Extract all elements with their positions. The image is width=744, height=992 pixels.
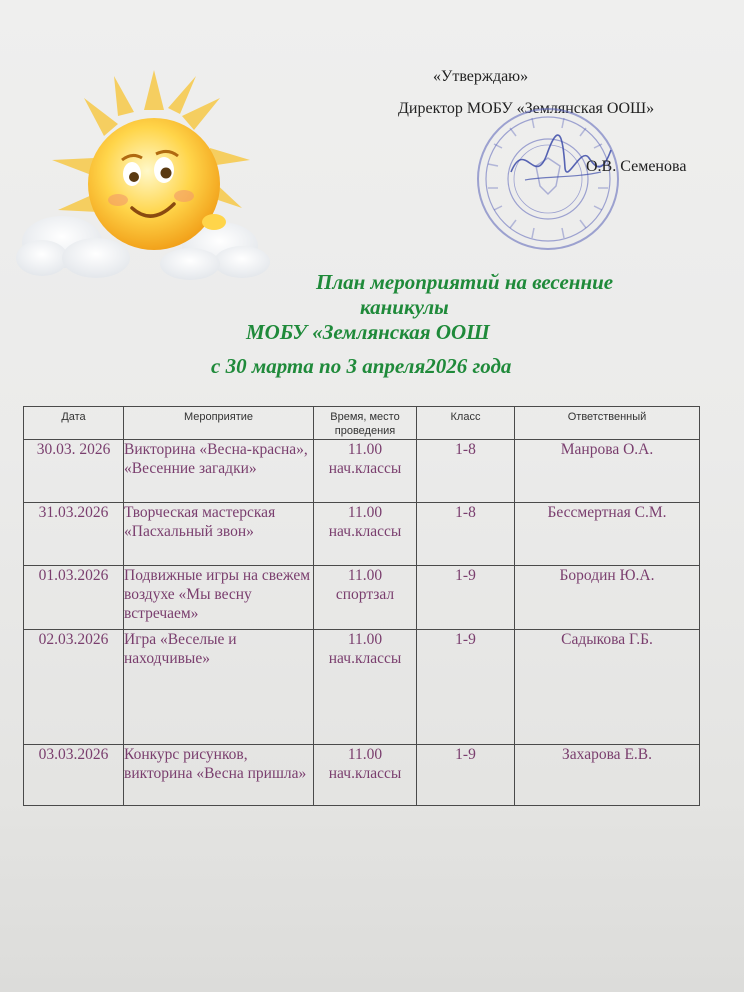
cell-event: Подвижные игры на свежем воздухе «Мы весну встречаем» [124, 566, 314, 630]
header-responsible: Ответственный [515, 407, 700, 440]
cell-date: 30.03. 2026 [24, 440, 124, 503]
cell-event: Викторина «Весна-красна», «Весенние загадки» [124, 440, 314, 503]
cell-date: 31.03.2026 [24, 503, 124, 566]
cell-place: нач.классы [328, 460, 402, 477]
cell-time: 11.00 [347, 504, 383, 521]
cell-class: 1-9 [417, 566, 515, 630]
cell-event: Конкурс рисунков, викторина «Весна пришла» [124, 745, 314, 806]
cell-time: 11.00 [347, 631, 383, 648]
title-line-1: План мероприятий на весенние [316, 270, 614, 294]
approval-director-name: О.В. Семенова [586, 158, 687, 175]
cell-class: 1-8 [417, 440, 515, 503]
cell-event: Творческая мастерская «Пасхальный звон» [124, 503, 314, 566]
cell-date: 01.03.2026 [24, 566, 124, 630]
events-table [23, 406, 700, 806]
table-row [24, 440, 700, 503]
header-date: Дата [24, 407, 124, 440]
cell-time-place [314, 440, 417, 503]
cell-class: 1-9 [417, 630, 515, 745]
cell-class: 1-9 [417, 745, 515, 806]
cell-responsible: Садыкова Г.Б. [515, 630, 700, 745]
table-row [24, 503, 700, 566]
cell-class: 1-8 [417, 503, 515, 566]
smiling-sun-icon [14, 62, 270, 284]
cell-date: 03.03.2026 [24, 745, 124, 806]
table-row [24, 566, 700, 630]
cell-place: нач.классы [328, 523, 402, 540]
header-time-place: Время, место проведения [314, 407, 417, 440]
table-header-row [24, 407, 700, 440]
approval-heading: «Утверждаю» [433, 68, 529, 85]
cell-time-place [314, 745, 417, 806]
cell-responsible: Захарова Е.В. [515, 745, 700, 806]
cell-place: спортзал [335, 586, 395, 603]
cell-time: 11.00 [347, 441, 383, 458]
header-event: Мероприятие [124, 407, 314, 440]
cell-time: 11.00 [347, 746, 383, 763]
cell-time-place [314, 566, 417, 630]
title-line-2: каникулы [360, 295, 449, 319]
table-row [24, 745, 700, 806]
cell-responsible: Бородин Ю.А. [515, 566, 700, 630]
approval-director-title: Директор МОБУ «Землянская ООШ» [398, 100, 655, 117]
cell-responsible: Манрова О.А. [515, 440, 700, 503]
table-row [24, 630, 700, 745]
cell-time-place [314, 503, 417, 566]
cell-place: нач.классы [328, 765, 402, 782]
cell-place: нач.классы [328, 650, 402, 667]
title-line-3: МОБУ «Землянская ООШ [246, 320, 490, 344]
cell-time: 11.00 [347, 567, 383, 584]
header-class: Класс [417, 407, 515, 440]
cell-date: 02.03.2026 [24, 630, 124, 745]
cell-time-place [314, 630, 417, 745]
cell-event: Игра «Веселые и находчивые» [124, 630, 314, 745]
cell-responsible: Бессмертная С.М. [515, 503, 700, 566]
title-line-4: с 30 марта по 3 апреля2026 года [211, 354, 512, 378]
